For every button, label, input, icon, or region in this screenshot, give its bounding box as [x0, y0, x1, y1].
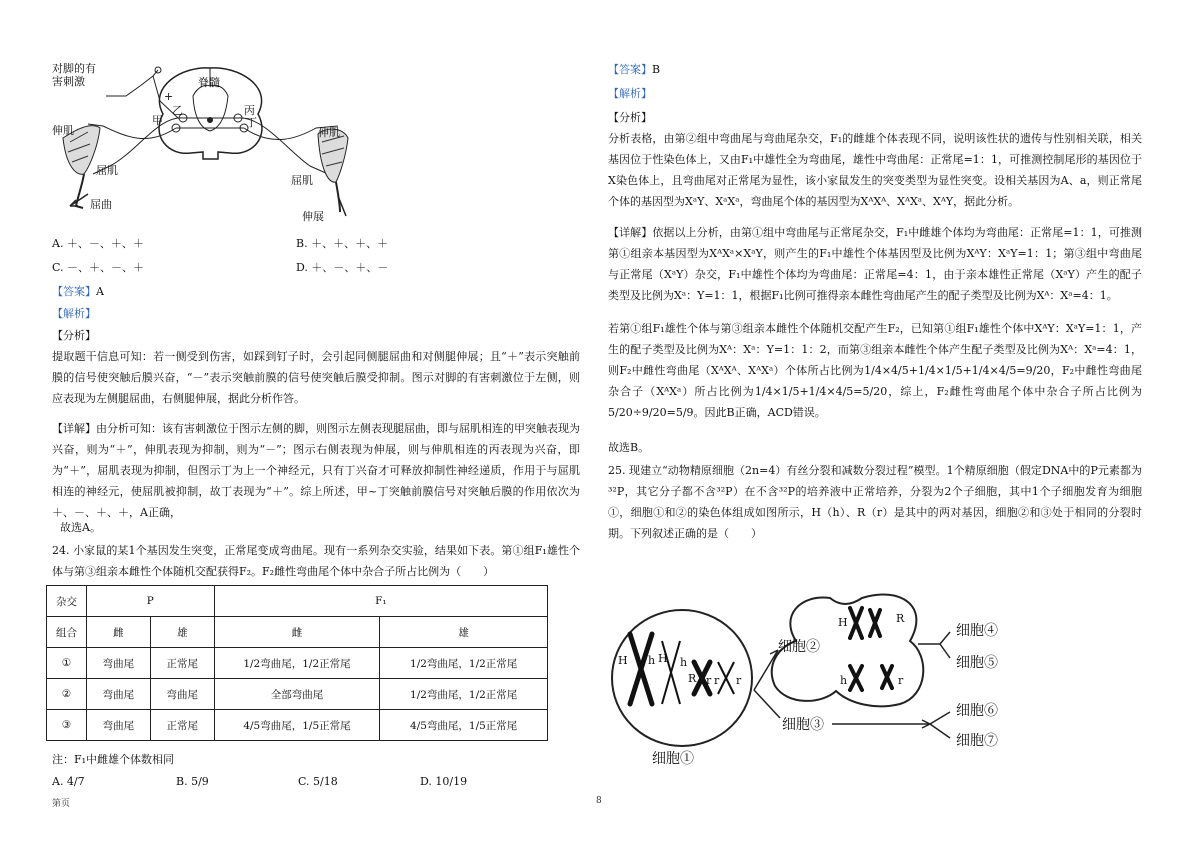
cell-3-label: 细胞③	[782, 717, 824, 733]
header-p: P	[86, 586, 214, 617]
detail-tag: 【详解】	[608, 226, 653, 239]
header-p-male: 雄	[150, 617, 214, 648]
label-jia: 甲	[152, 114, 163, 127]
q23-option-a: A. ＋、－、＋、＋	[52, 237, 144, 250]
q24-option-a: A. 4/7	[52, 775, 85, 788]
detail-text: 依据以上分析，由第①组中弯曲尾与正常尾杂交，F₁中雌雄个体均为弯曲尾：正常尾=1：1，可推测第①组亲本基因型为XᴬXᵃ×XᵃY，则产生的F₁中雄性个体基因型及比例为XᴬY：XᵃY=1：1；第③组中弯曲尾与正常尾（XᵃY）杂交，F₁中雄性个体均为弯曲尾：正常尾=4：1，由于亲本雄性正常尾（XᵃY）产生的配子类型及比例为Xᵃ：Y=1：1，根据F₁比例可推得亲本雌性弯曲尾产生的配子类型及比例为Xᴬ：Xᵃ=4：1。	[608, 226, 1142, 302]
table-cell: ①	[47, 648, 87, 679]
gene-R-cell2: R	[896, 612, 905, 625]
label-stimulus: 对脚的有害刺激	[52, 62, 96, 88]
label-extensor-right: 伸肌	[318, 126, 340, 139]
q24-stem: 24. 小家鼠的某1个基因发生突变，正常尾变成弯曲尾。现有一系列杂交实验，结果如下表。第①组F₁雄性个体与第③组亲本雌性个体随机交配获得F₂。F₂雌性弯曲尾个体中杂合子所占比例为（ ）	[52, 544, 580, 578]
q24-answer	[608, 62, 660, 77]
table-cell: 弯曲尾	[86, 679, 150, 710]
jiexi-tag: 【解析】	[608, 87, 652, 100]
table-cell: ③	[47, 710, 87, 741]
table-cell: 1/2弯曲尾，1/2正常尾	[380, 679, 548, 710]
footer-left: 第页	[52, 799, 71, 809]
cell-5-label: 细胞⑤	[956, 655, 998, 671]
cell-4-label: 细胞④	[956, 623, 998, 639]
cell-6-label: 细胞⑥	[956, 703, 998, 719]
table-cell: 1/2弯曲尾，1/2正常尾	[214, 648, 380, 679]
table-cell: 弯曲尾	[150, 679, 214, 710]
header-group: 组合	[47, 617, 87, 648]
label-flexor-right: 屈肌	[291, 174, 313, 187]
q23-detail	[52, 418, 580, 523]
q24-conclusion: 故选B。	[608, 441, 650, 454]
q23-answer	[52, 284, 104, 299]
reflex-figure	[48, 56, 358, 228]
gene-H-2: H	[658, 652, 668, 665]
gene-r-1: r	[706, 674, 712, 687]
table-cell: 正常尾	[150, 648, 214, 679]
table-cell: 1/2弯曲尾，1/2正常尾	[380, 648, 548, 679]
label-extensor-left: 伸肌	[52, 124, 74, 137]
label-ding: 丁	[246, 116, 257, 129]
gene-h-cell2: h	[840, 674, 848, 687]
q24-analysis: 分析表格，由第②组中弯曲尾与弯曲尾杂交，F₁的雌雄个体表现不同，说明该性状的遗传与性别相关联，相关基因位于性染色体上，又由F₁中雄性全为弯曲尾，雄性中弯曲尾：正常尾=1：1，可推测控制尾形的基因位于X染色体上，且弯曲尾对正常尾为显性，该小家鼠发生的突变类型为显性突变。设相关基因为A、a，则正常尾个体的基因型为XᵃY、XᵃXᵃ，弯曲尾个体的基因型为XᴬXᴬ、XᴬXᵃ、XᴬY，据此分析。	[608, 132, 1142, 208]
table-cell: 全部弯曲尾	[214, 679, 380, 710]
label-spinal-cord: 脊髓	[198, 76, 220, 89]
cell-7-label: 细胞⑦	[956, 733, 998, 749]
table-cell: 弯曲尾	[86, 710, 150, 741]
q24-option-b: B. 5/9	[176, 775, 209, 788]
fenxi-tag: 【分析】	[608, 111, 652, 124]
detail-text: 由分析可知：该有害刺激位于图示左侧的脚，则图示左侧表现腿屈曲，即与屈肌相连的甲突触表现为兴奋，则为“＋”，伸肌表现为抑制，则为“－”；图示右侧表现为伸展，则与伸肌相连的丙表现为兴奋，即为“＋”，屈肌表现为抑制，但图示丁为上一个神经元，只有丁兴奋才可释放抑制性神经递质，作用于与屈肌相连的神经元，使屈肌被抑制，故丁表现为“＋”。综上所述，甲~丁突触前膜信号对突触后膜的作用依次为＋、－、＋、＋，A正确，	[52, 422, 580, 519]
header-f1: F₁	[214, 586, 547, 617]
header-p-female: 雌	[86, 617, 150, 648]
detail-tag: 【详解】	[52, 422, 96, 435]
q24-note: 注：F₁中雌雄个体数相同	[52, 753, 175, 766]
gene-R-1: R	[688, 672, 697, 685]
label-yi: 乙	[172, 104, 183, 117]
table-row	[47, 648, 548, 679]
fenxi-tag: 【分析】	[52, 329, 96, 342]
label-bing: 丙	[244, 104, 255, 117]
gene-h-2: h	[680, 656, 688, 669]
q23-option-b: B. ＋、＋、＋、＋	[296, 237, 389, 250]
gene-h-1: h	[648, 654, 656, 667]
table-cell: 弯曲尾	[86, 648, 150, 679]
label-extend: 伸展	[302, 210, 324, 223]
cell-1-label: 细胞①	[652, 751, 694, 767]
gene-H-1: H	[618, 654, 628, 667]
answer-value: B	[652, 63, 661, 76]
page-number: 8	[596, 796, 602, 806]
cell-division-figure	[600, 586, 1020, 776]
label-flexor-left: 屈肌	[96, 164, 118, 177]
q23-option-c: C. －、＋、－、＋	[52, 261, 145, 274]
q24-table	[46, 585, 548, 741]
gene-r-cell2: r	[898, 674, 904, 687]
header-cross: 杂交	[47, 586, 87, 617]
table-row	[47, 679, 548, 710]
answer-value: A	[96, 285, 104, 298]
label-plus: +	[164, 90, 174, 103]
header-f1-female: 雌	[214, 617, 380, 648]
table-row	[47, 710, 548, 741]
q24-option-d: D. 10/19	[420, 775, 468, 788]
answer-tag: 【答案】	[52, 285, 96, 298]
cell-2-label: 细胞②	[778, 639, 820, 655]
gene-r-2: r	[714, 674, 720, 687]
table-cell: 4/5弯曲尾，1/5正常尾	[380, 710, 548, 741]
q23-option-d: D. ＋、－、＋、－	[296, 261, 389, 274]
q24-option-c: C. 5/18	[298, 775, 338, 788]
label-bend: 屈曲	[90, 198, 112, 211]
header-f1-male: 雄	[380, 617, 548, 648]
q24-detail-2: 若第①组F₁雄性个体与第③组亲本雌性个体随机交配产生F₂，已知第①组F₁雄性个体中XᴬY：XᵃY=1：1，产生的配子类型及比例为Xᴬ：Xᵃ：Y=1：1：2，而第③组亲本雌性个体产生配子类型及比例为Xᴬ：Xᵃ=4：1，则F₂中雌性弯曲尾（XᴬXᴬ、XᴬXᵃ）个体所占比例为1/4×4/5+1/4×1/5+1/4×4/5=9/20，F₂中雌性弯曲尾杂合子（XᴬXᵃ）所占比例为1/4×1/5+1/4×4/5=5/20，综上，F₂雌性弯曲尾个体中杂合子所占比例为5/20÷9/20=5/9。因此B正确，ACD错误。	[608, 322, 1142, 419]
table-cell: ②	[47, 679, 87, 710]
gene-r-3: r	[736, 674, 742, 687]
table-cell: 4/5弯曲尾，1/5正常尾	[214, 710, 380, 741]
q23-analysis: 提取题干信息可知：若一侧受到伤害，如踩到钉子时，会引起同侧腿屈曲和对侧腿伸展；且“＋”表示突触前膜的信号使突触后膜兴奋，“－”表示突触前膜的信号使突触后膜受抑制。图示对脚的有害刺激位于左侧，则应表现为左侧腿屈曲，右侧腿伸展，据此分析作答。	[52, 350, 580, 405]
q24-detail-1	[608, 222, 1142, 306]
answer-tag: 【答案】	[608, 63, 652, 76]
table-cell: 正常尾	[150, 710, 214, 741]
gene-H-cell2: H	[838, 616, 848, 629]
q25-stem: 25. 现建立“动物精原细胞（2n=4）有丝分裂和减数分裂过程”模型。1个精原细胞（假定DNA中的P元素都为³²P，其它分子都不含³²P）在不含³²P的培养液中正常培养，分裂为2个子细胞，其中1个子细胞发育为细胞①，细胞①和②的染色体组成如图所示，H（h）、R（r）是其中的两对基因，细胞②和③处于相同的分裂时期。下列叙述正确的是（ ）	[608, 464, 1142, 540]
q23-conclusion: 故选A。	[60, 521, 101, 534]
jiexi-tag: 【解析】	[52, 307, 96, 320]
